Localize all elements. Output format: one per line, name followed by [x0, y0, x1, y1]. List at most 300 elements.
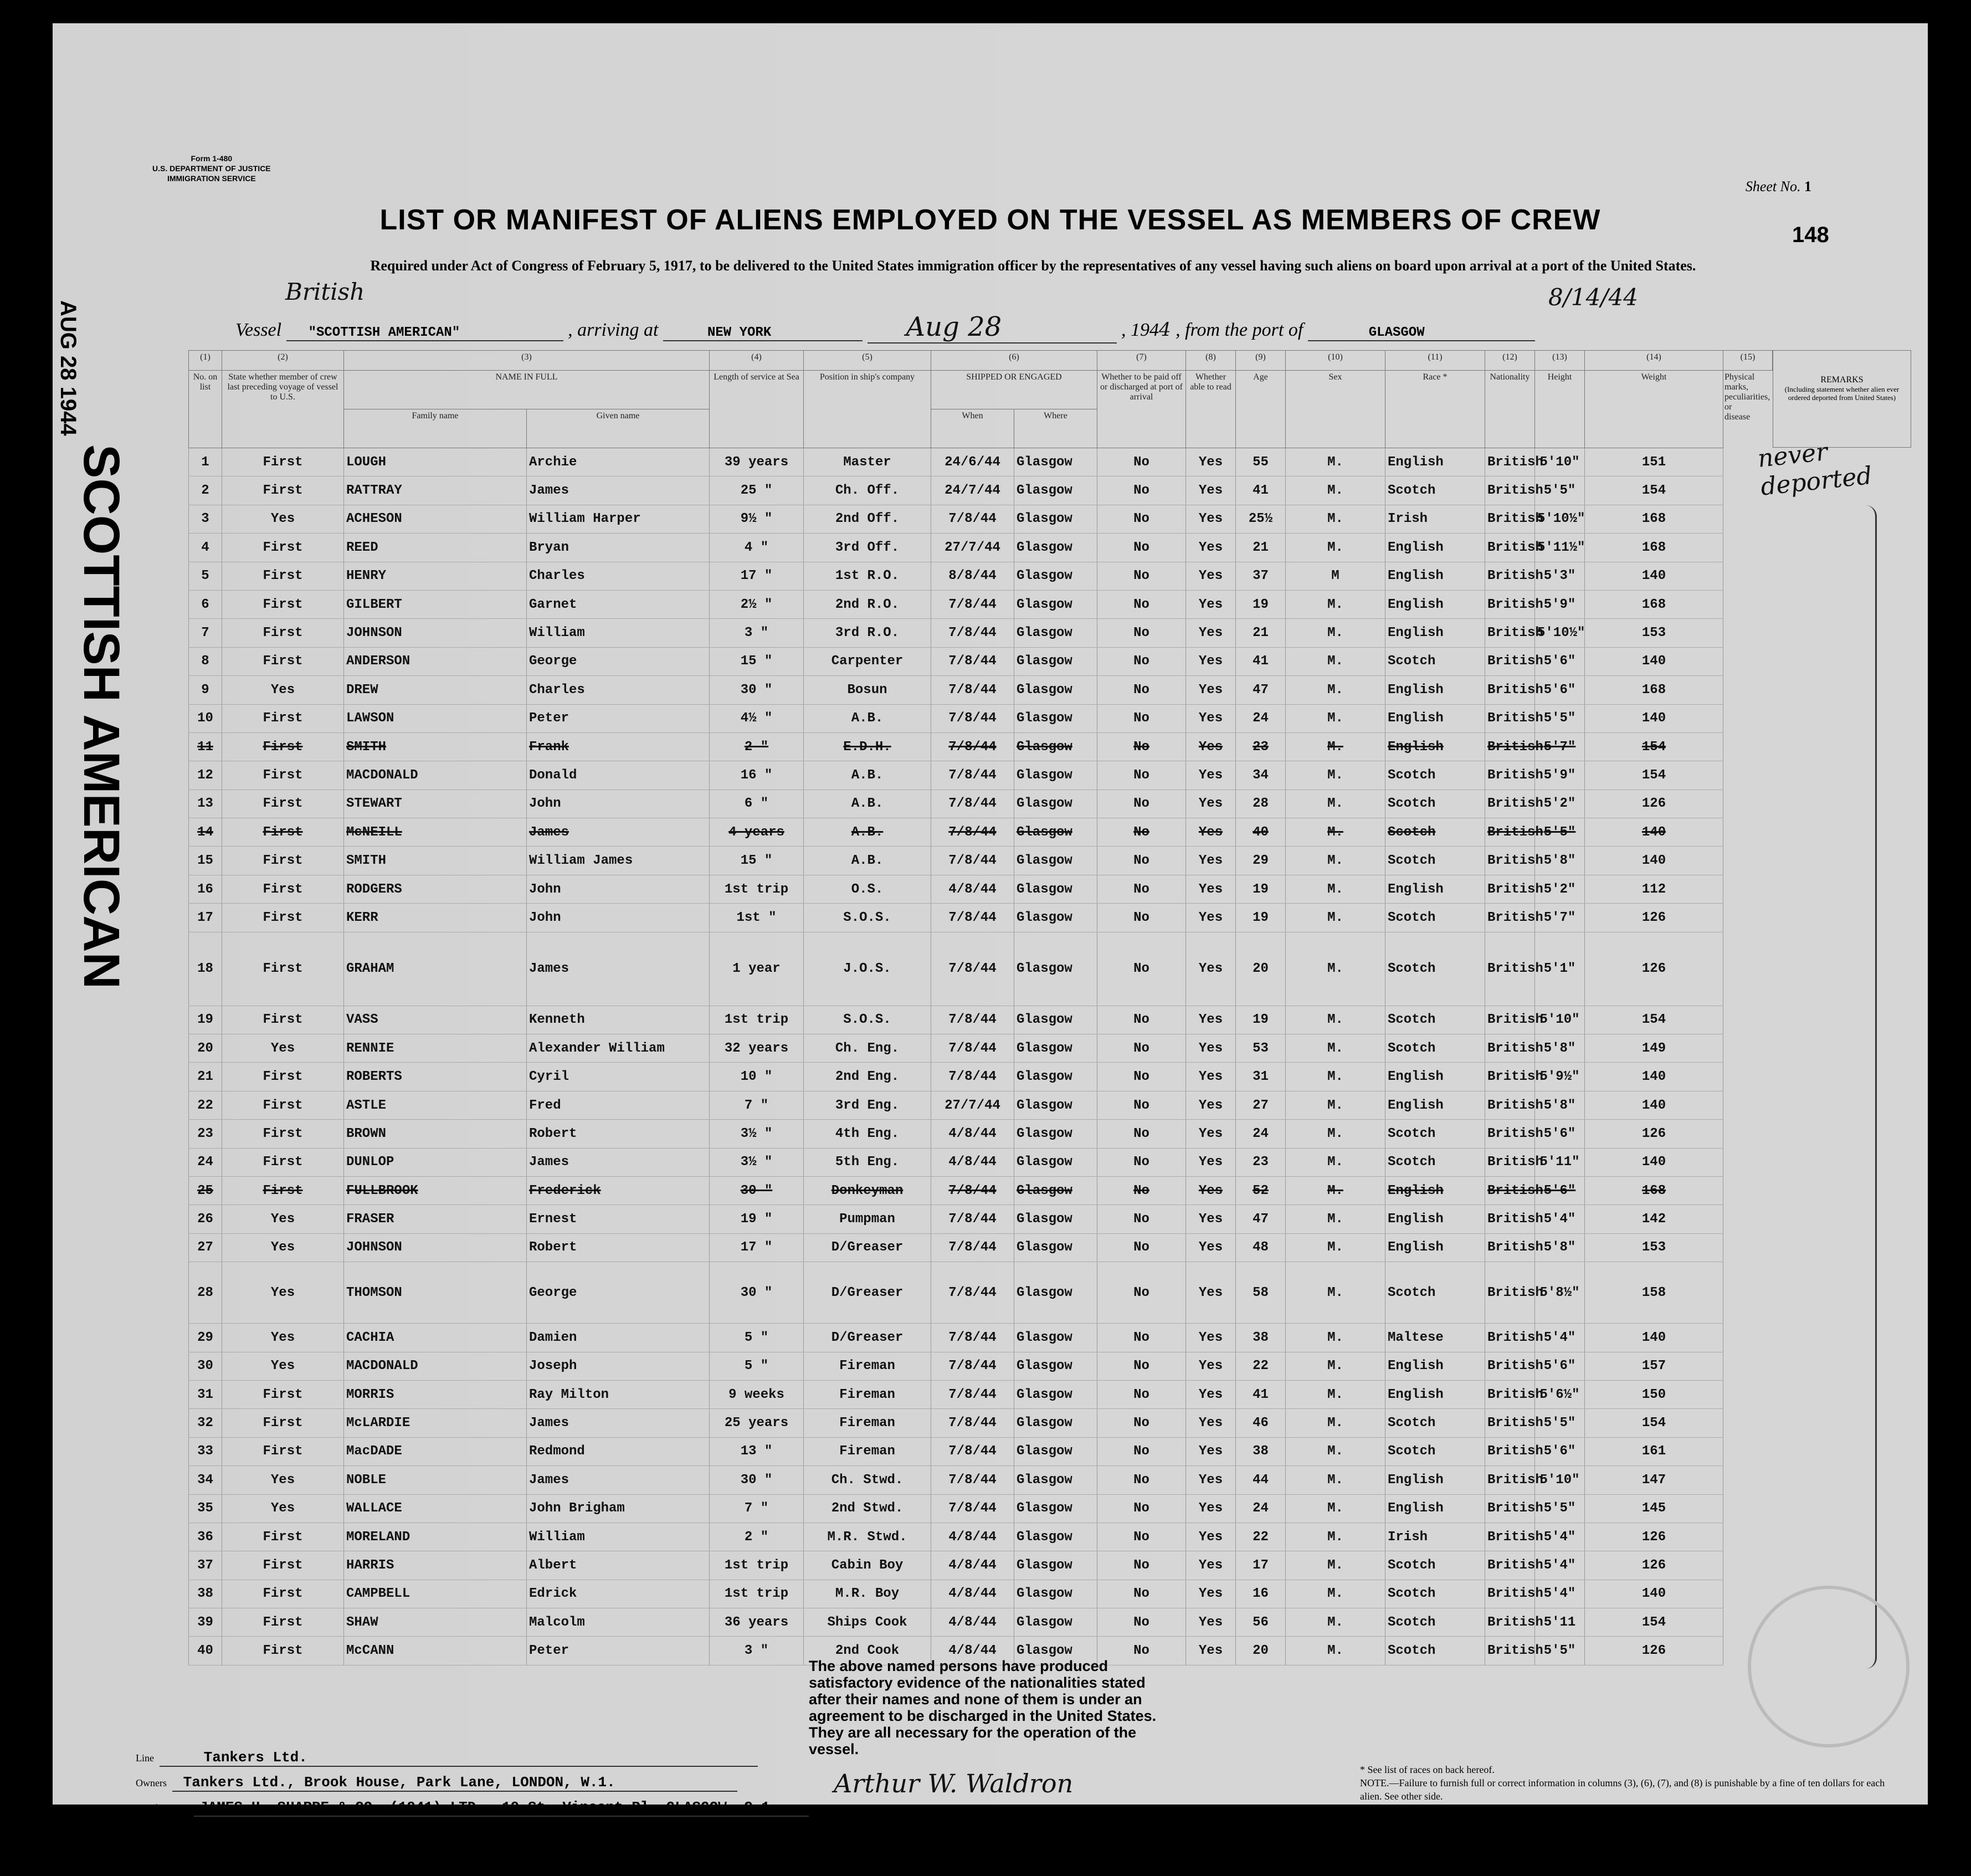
crew-race-cell: Scotch [1385, 932, 1485, 1006]
crew-row [189, 448, 1773, 476]
crew-race-cell: English [1385, 1380, 1485, 1408]
crew-given-cell: Edrick [527, 1580, 710, 1608]
crew-service-cell: 2½ " [710, 590, 804, 618]
crew-family-cell: ANDERSON [344, 647, 527, 675]
page-stamp-number: 148 [1792, 223, 1829, 247]
crew-nationality-cell: British [1485, 1580, 1535, 1608]
crew-when-cell: 7/8/44 [931, 1352, 1014, 1380]
crew-service-cell: 1st trip [710, 875, 804, 903]
crew-paid-cell: No [1097, 1262, 1186, 1324]
crew-age-cell: 21 [1236, 619, 1286, 647]
crew-race-cell: Scotch [1385, 818, 1485, 847]
crew-when-cell: 7/8/44 [931, 647, 1014, 675]
crew-when-cell: 4/8/44 [931, 1637, 1014, 1665]
crew-height-cell: 5'5" [1535, 1637, 1585, 1665]
crew-read-cell: Yes [1186, 1608, 1236, 1637]
crew-weight-cell: 126 [1585, 1637, 1723, 1665]
crew-service-cell: 5 " [710, 1352, 804, 1380]
crew-when-cell: 7/8/44 [931, 1380, 1014, 1408]
crew-where-cell: Glasgow [1014, 1120, 1097, 1148]
crew-given-cell: Redmond [527, 1437, 710, 1465]
arriving-port: NEW YORK [663, 325, 863, 341]
crew-given-cell: Charles [527, 562, 710, 590]
crew-paid-cell: No [1097, 1551, 1186, 1580]
crew-sex-cell: M. [1286, 676, 1385, 704]
crew-family-cell: JOHNSON [344, 619, 527, 647]
crew-race-cell: Irish [1385, 505, 1485, 533]
crew-family-cell: REED [344, 534, 527, 562]
crew-where-cell: Glasgow [1014, 1205, 1097, 1233]
crew-prev-cell: Yes [222, 1352, 344, 1380]
crew-race-cell: Scotch [1385, 790, 1485, 818]
crew-race-cell: Scotch [1385, 1580, 1485, 1608]
crew-prev-cell: Yes [222, 1205, 344, 1233]
crew-where-cell: Glasgow [1014, 1637, 1097, 1665]
page-subtitle: Required under Act of Congress of February 5, 1917, to be delivered to the United States immigration officer by the representatives of any vessel having such aliens on board upon arrival at a port of the United States. [370, 258, 1696, 274]
crew-service-cell: 17 " [710, 562, 804, 590]
crew-given-cell: James [527, 1148, 710, 1176]
crew-no-cell: 37 [189, 1551, 222, 1580]
crew-sex-cell: M. [1286, 1551, 1385, 1580]
crew-sex-cell: M. [1286, 619, 1385, 647]
crew-when-cell: 4/8/44 [931, 1120, 1014, 1148]
manifest-sheet [53, 23, 1928, 1826]
crew-weight-cell: 140 [1585, 704, 1723, 732]
crew-no-cell: 11 [189, 732, 222, 761]
crew-read-cell: Yes [1186, 932, 1236, 1006]
crew-no-cell: 40 [189, 1637, 222, 1665]
crew-read-cell: Yes [1186, 1551, 1236, 1580]
crew-no-cell: 9 [189, 676, 222, 704]
crew-paid-cell: No [1097, 590, 1186, 618]
crew-position-cell: Ch. Stwd. [804, 1466, 931, 1494]
line-value: Tankers Ltd. [160, 1749, 758, 1767]
crew-where-cell: Glasgow [1014, 818, 1097, 847]
crew-read-cell: Yes [1186, 1352, 1236, 1380]
crew-nationality-cell: British [1485, 761, 1535, 790]
crew-prev-cell: First [222, 1409, 344, 1437]
crew-position-cell: M.R. Boy [804, 1580, 931, 1608]
crew-height-cell: 5'9½" [1535, 1063, 1585, 1091]
crew-height-cell: 5'10½" [1535, 505, 1585, 533]
crew-row [189, 761, 1773, 790]
col-num-8: (8) [1186, 351, 1236, 371]
crew-when-cell: 7/8/44 [931, 932, 1014, 1006]
crew-sex-cell: M. [1286, 1176, 1385, 1204]
crew-paid-cell: No [1097, 932, 1186, 1006]
crew-age-cell: 19 [1236, 590, 1286, 618]
crew-race-cell: Scotch [1385, 476, 1485, 505]
crew-where-cell: Glasgow [1014, 1324, 1097, 1352]
crew-family-cell: ASTLE [344, 1091, 527, 1119]
crew-sex-cell: M. [1286, 847, 1385, 875]
crew-when-cell: 7/8/44 [931, 704, 1014, 732]
footer-line [136, 1749, 758, 1767]
crew-prev-cell: Yes [222, 1262, 344, 1324]
crew-family-cell: JOHNSON [344, 1233, 527, 1262]
crew-family-cell: MORRIS [344, 1380, 527, 1408]
crew-where-cell: Glasgow [1014, 847, 1097, 875]
crew-no-cell: 8 [189, 647, 222, 675]
crew-position-cell: 2nd Eng. [804, 1063, 931, 1091]
footer-agents [136, 1799, 809, 1817]
crew-height-cell: 5'8" [1535, 847, 1585, 875]
crew-nationality-cell: British [1485, 1437, 1535, 1465]
col-num-11: (11) [1385, 351, 1485, 371]
header-where: Where [1014, 409, 1097, 448]
crew-nationality-cell: British [1485, 1006, 1535, 1034]
crew-given-cell: Frederick [527, 1176, 710, 1204]
crew-weight-cell: 140 [1585, 1063, 1723, 1091]
crew-no-cell: 38 [189, 1580, 222, 1608]
owners-value: Tankers Ltd., Brook House, Park Lane, LONDON, W.1. [172, 1774, 737, 1792]
crew-read-cell: Yes [1186, 1494, 1236, 1523]
crew-weight-cell: 168 [1585, 676, 1723, 704]
crew-family-cell: STEWART [344, 790, 527, 818]
crew-given-cell: William [527, 619, 710, 647]
crew-paid-cell: No [1097, 1409, 1186, 1437]
crew-read-cell: Yes [1186, 1580, 1236, 1608]
crew-sex-cell: M [1286, 562, 1385, 590]
crew-age-cell: 19 [1236, 904, 1286, 932]
arriving-label: , arriving at [568, 320, 659, 340]
crew-prev-cell: First [222, 904, 344, 932]
crew-nationality-cell: British [1485, 1205, 1535, 1233]
crew-race-cell: Scotch [1385, 1148, 1485, 1176]
crew-paid-cell: No [1097, 1324, 1186, 1352]
col-num-10: (10) [1286, 351, 1385, 371]
crew-age-cell: 23 [1236, 1148, 1286, 1176]
crew-height-cell: 5'10" [1535, 448, 1585, 476]
crew-given-cell: Cyril [527, 1063, 710, 1091]
crew-no-cell: 3 [189, 505, 222, 533]
col-num-5: (5) [804, 351, 931, 371]
crew-no-cell: 19 [189, 1006, 222, 1034]
crew-height-cell: 5'8" [1535, 1034, 1585, 1063]
crew-prev-cell: First [222, 619, 344, 647]
crew-paid-cell: No [1097, 1176, 1186, 1204]
crew-race-cell: English [1385, 704, 1485, 732]
crew-sex-cell: M. [1286, 476, 1385, 505]
crew-sex-cell: M. [1286, 904, 1385, 932]
crew-race-cell: Scotch [1385, 1006, 1485, 1034]
crew-given-cell: Robert [527, 1120, 710, 1148]
crew-sex-cell: M. [1286, 1233, 1385, 1262]
crew-where-cell: Glasgow [1014, 1091, 1097, 1119]
crew-row [189, 1063, 1773, 1091]
crew-paid-cell: No [1097, 1091, 1186, 1119]
footer-owners [136, 1774, 737, 1792]
crew-nationality-cell: British [1485, 1176, 1535, 1204]
crew-race-cell: Scotch [1385, 1262, 1485, 1324]
crew-weight-cell: 151 [1585, 448, 1723, 476]
crew-given-cell: John Brigham [527, 1494, 710, 1523]
header-weight: Weight [1585, 371, 1723, 448]
crew-age-cell: 34 [1236, 761, 1286, 790]
crew-nationality-cell: British [1485, 476, 1535, 505]
race-footnote: * See list of races on back hereof. [1360, 1764, 1495, 1775]
crew-service-cell: 17 " [710, 1233, 804, 1262]
crew-where-cell: Glasgow [1014, 505, 1097, 533]
crew-race-cell: English [1385, 676, 1485, 704]
crew-height-cell: 5'6" [1535, 1176, 1585, 1204]
crew-service-cell: 1st trip [710, 1580, 804, 1608]
crew-service-cell: 10 " [710, 1063, 804, 1091]
crew-age-cell: 52 [1236, 1176, 1286, 1204]
crew-nationality-cell: British [1485, 818, 1535, 847]
crew-paid-cell: No [1097, 1352, 1186, 1380]
crew-race-cell: Scotch [1385, 1637, 1485, 1665]
crew-service-cell: 4 years [710, 818, 804, 847]
crew-service-cell: 2 " [710, 732, 804, 761]
crew-read-cell: Yes [1186, 476, 1236, 505]
crew-read-cell: Yes [1186, 647, 1236, 675]
crew-sex-cell: M. [1286, 1006, 1385, 1034]
crew-nationality-cell: British [1485, 904, 1535, 932]
crew-position-cell: 3rd R.O. [804, 619, 931, 647]
crew-position-cell: A.B. [804, 847, 931, 875]
remarks-bracket [1864, 505, 1877, 1669]
crew-row [189, 1324, 1773, 1352]
vessel-name-stamp: SCOTTISH AMERICAN [73, 444, 130, 990]
crew-read-cell: Yes [1186, 875, 1236, 903]
crew-family-cell: SMITH [344, 847, 527, 875]
crew-where-cell: Glasgow [1014, 1409, 1097, 1437]
crew-sex-cell: M. [1286, 1494, 1385, 1523]
crew-no-cell: 1 [189, 448, 222, 476]
crew-nationality-cell: British [1485, 1034, 1535, 1063]
crew-given-cell: William [527, 1523, 710, 1551]
crew-age-cell: 20 [1236, 932, 1286, 1006]
crew-weight-cell: 157 [1585, 1352, 1723, 1380]
crew-service-cell: 6 " [710, 790, 804, 818]
crew-family-cell: RENNIE [344, 1034, 527, 1063]
crew-when-cell: 7/8/44 [931, 732, 1014, 761]
crew-weight-cell: 112 [1585, 875, 1723, 903]
crew-weight-cell: 142 [1585, 1205, 1723, 1233]
header-height: Height [1535, 371, 1585, 448]
crew-nationality-cell: British [1485, 1120, 1535, 1148]
header-race: Race * [1385, 371, 1485, 448]
crew-height-cell: 5'6" [1535, 1437, 1585, 1465]
crew-row [189, 676, 1773, 704]
crew-given-cell: Archie [527, 448, 710, 476]
crew-paid-cell: No [1097, 505, 1186, 533]
crew-family-cell: KERR [344, 904, 527, 932]
crew-prev-cell: Yes [222, 1494, 344, 1523]
header-previous-voyage: State whether member of crew last preceding voyage of vessel to U.S. [222, 371, 344, 448]
crew-family-cell: CACHIA [344, 1324, 527, 1352]
crew-position-cell: 3rd Eng. [804, 1091, 931, 1119]
owners-label: Owners [136, 1777, 167, 1788]
crew-given-cell: Damien [527, 1324, 710, 1352]
crew-age-cell: 58 [1236, 1262, 1286, 1324]
crew-position-cell: A.B. [804, 704, 931, 732]
crew-sex-cell: M. [1286, 1091, 1385, 1119]
crew-race-cell: English [1385, 1233, 1485, 1262]
crew-race-cell: English [1385, 534, 1485, 562]
crew-when-cell: 7/8/44 [931, 1262, 1014, 1324]
crew-position-cell: 2nd Stwd. [804, 1494, 931, 1523]
crew-family-cell: SHAW [344, 1608, 527, 1637]
crew-sex-cell: M. [1286, 1148, 1385, 1176]
crew-read-cell: Yes [1186, 1205, 1236, 1233]
crew-family-cell: ROBERTS [344, 1063, 527, 1091]
crew-race-cell: Scotch [1385, 761, 1485, 790]
crew-sex-cell: M. [1286, 875, 1385, 903]
crew-nationality-cell: British [1485, 1380, 1535, 1408]
crew-given-cell: Charles [527, 676, 710, 704]
crew-when-cell: 7/8/44 [931, 1233, 1014, 1262]
crew-family-cell: ACHESON [344, 505, 527, 533]
crew-no-cell: 25 [189, 1176, 222, 1204]
crew-weight-cell: 145 [1585, 1494, 1723, 1523]
crew-row [189, 1551, 1773, 1580]
crew-sex-cell: M. [1286, 1409, 1385, 1437]
crew-height-cell: 5'5" [1535, 704, 1585, 732]
crew-prev-cell: First [222, 534, 344, 562]
crew-family-cell: HENRY [344, 562, 527, 590]
crew-service-cell: 16 " [710, 761, 804, 790]
crew-age-cell: 19 [1236, 1006, 1286, 1034]
crew-position-cell: Bosun [804, 676, 931, 704]
departure-date-note: 8/14/44 [1548, 284, 1638, 311]
vessel-label: Vessel [235, 320, 282, 340]
crew-read-cell: Yes [1186, 1466, 1236, 1494]
crew-paid-cell: No [1097, 1205, 1186, 1233]
crew-weight-cell: 154 [1585, 1006, 1723, 1034]
crew-read-cell: Yes [1186, 818, 1236, 847]
crew-where-cell: Glasgow [1014, 932, 1097, 1006]
page-title: LIST OR MANIFEST OF ALIENS EMPLOYED ON THE VESSEL AS MEMBERS OF CREW [379, 204, 1601, 236]
crew-nationality-cell: British [1485, 1494, 1535, 1523]
crew-age-cell: 19 [1236, 875, 1286, 903]
crew-service-cell: 2 " [710, 1523, 804, 1551]
crew-family-cell: MacDADE [344, 1437, 527, 1465]
crew-height-cell: 5'8½" [1535, 1262, 1585, 1324]
crew-read-cell: Yes [1186, 1324, 1236, 1352]
crew-read-cell: Yes [1186, 1637, 1236, 1665]
crew-read-cell: Yes [1186, 562, 1236, 590]
crew-race-cell: Scotch [1385, 904, 1485, 932]
crew-height-cell: 5'9" [1535, 761, 1585, 790]
crew-row [189, 1409, 1773, 1437]
crew-weight-cell: 126 [1585, 1551, 1723, 1580]
crew-nationality-cell: British [1485, 1352, 1535, 1380]
crew-where-cell: Glasgow [1014, 1466, 1097, 1494]
crew-race-cell: English [1385, 562, 1485, 590]
crew-row [189, 1120, 1773, 1148]
crew-nationality-cell: British [1485, 590, 1535, 618]
crew-weight-cell: 153 [1585, 619, 1723, 647]
crew-weight-cell: 140 [1585, 847, 1723, 875]
crew-age-cell: 22 [1236, 1523, 1286, 1551]
crew-manifest-table: (1) (2) (3) (4) (5) (6) (7) (8) (9) (10) (11) (12) (13) (14) (15) No. on list State whether member of crew last preceding voyage of vessel to U.S. NAME IN FULL Length of service at Sea Position in ship's company SHIPPED OR ENGAGED Whether to be paid off or discharged at port of arrival Whether able to read Age Sex Race * Nationality Height Weight Physical marks, peculiarities, or disease Family name Given name When Where 1 First LOUGH Archie 39 years Master 24/6/44 Glasgow No Yes 55 M. English British 5'10" 151 2 First RATTRAY James 25 " Ch. Off. 24/7/44 Glasgow No Yes 41 M. Scotch British 5'5" 154 3 Yes ACHESON William Harper 9½ " 2nd Off. 7/8/44 Glasgow No Yes 25½ M. Irish British 5'10½" 168 4 First REED Bryan 4 " 3rd Off. 27/7/44 Glasgow No Yes 21 M. English British 5'11½" 168 5 First HENRY Charles 17 " 1st R.O. 8/8/44 Glasgow No Yes 37 M English British 5'3" 140 6 First GILBERT Garnet 2½ " 2nd R.O. 7/8/44 Glasgow No Yes 19 M. English British 5'9" 168 7 First JOHNSON William 3 " 3rd R.O. 7/8/44 Glasgow No Yes 21 M. English British 5'10½" 153 8 First ANDERSON George 15 " Carpenter 7/8/44 Glasgow No Yes 41 M. Scotch British 5'6" 140 9 Yes DREW Charles 30 " Bosun 7/8/44 Glasgow No Yes 47 M. English British 5'6" 168 10 First LAWSON Peter 4½ " A.B. 7/8/44 Glasgow No Yes 24 M. English British 5'5" 140 11 First SMITH Frank 2 " E.D.H. 7/8/44 Glasgow No Yes 23 M. English British 5'7" 154 12 First MACDONALD Donald 16 " A.B. 7/8/44 Glasgow No Yes 34 M. Scotch British 5'9" 154 13 First STEWART John 6 " A.B. 7/8/44 Glasgow No Yes 28 M. Scotch British 5'2" 126 14 First McNEILL James 4 years A.B. 7/8/44 Glasgow No Yes 40 M. Scotch British 5'5" 140 15 First SMITH William James 15 " A.B. 7/8/44 Glasgow No Yes 29 M. Scotch British 5'8" 140 16 First RODGERS John 1st trip O.S. 4/8/44 Glasgow No Yes 19 M. English British 5'2" 112 17 First KERR John 1st " S.O.S. 7/8/44 Glasgow No Yes 19 M. Scotch British 5'7" 126 18 First GRAHAM James 1 year J.O.S. 7/8/44 Glasgow No Yes 20 M. Scotch British 5'1" 126 19 First VASS Kenneth 1st trip S.O.S. 7/8/44 Glasgow No Yes 19 M. Scotch British 5'10" 154 20 Yes RENNIE Alexander William 32 years Ch. Eng. 7/8/44 Glasgow No Yes 53 M. Scotch British 5'8" 149 21 First ROBERTS Cyril 10 " 2nd Eng. 7/8/44 Glasgow No Yes 31 M. English British 5'9½" 140 22 First ASTLE Fred 7 " 3rd Eng. 27/7/44 Glasgow No Yes 27 M. English British 5'8" 140 23 First BROWN Robert 3½ " 4th Eng. 4/8/44 Glasgow No Yes 24 M. Scotch British 5'6" 126 24 First DUNLOP James 3½ " 5th Eng. 4/8/44 Glasgow No Yes 23 M. Scotch British 5'11" 140 25 First FULLBROOK Frederick 30 " Donkeyman 7/8/44 Glasgow No Yes 52 M. English British 5'6" 168 26 Yes FRASER Ernest 19 " Pumpman 7/8/44 Glasgow No Yes 47 M. English British 5'4" 142 27 Yes JOHNSON Robert 17 " D/Greaser 7/8/44 Glasgow No Yes 48 M. English British 5'8" 153 28 Yes THOMSON George 30 " D/Greaser 7/8/44 Glasgow No Yes 58 M. Scotch British 5'8½" 158 29 Yes CACHIA Damien 5 " D/Greaser 7/8/44 Glasgow No Yes 38 M. Maltese British 5'4" 140 30 Yes MACDONALD Joseph 5 " Fireman 7/8/44 Glasgow No Yes 22 M. English British 5'6" 157 31 First MORRIS Ray Milton 9 weeks Fireman 7/8/44 Glasgow No Yes 41 M. English British 5'6½" 150 32 First McLARDIE James 25 years Fireman 7/8/44 Glasgow No Yes 46 M. Scotch British 5'5" 154 33 First MacDADE Redmond 13 " Fireman 7/8/44 Glasgow No Yes 38 M. Scotch British 5'6" 161 34 Yes NOBLE James 30 " Ch. Stwd. 7/8/44 Glasgow No Yes 44 M. English British 5'10" 147 35 Yes WALLACE John Brigham 7 " 2nd Stwd. 7/8/44 Glasgow No Yes 24 M. English British 5'5" 145 36 First MORELAND William 2 " M.R. Stwd. 4/8/44 Glasgow No Yes 22 M. Irish British 5'4" 126 37 First HARRIS Albert 1st trip Cabin Boy 4/8/44 Glasgow No Yes 17 M. Scotch British 5'4" 126 38 First CAMPBELL Edrick 1st trip M.R. Boy 4/8/44 Glasgow No Yes 16 M. Scotch British 5'4" 140 39 First SHAW Malcolm 36 years Ships Cook 4/8/44 Glasgow No Yes 56 M. Scotch British 5'11 154 40 First McCANN Peter 3 " 2nd Cook 4/8/44 Glasgow No Yes 20 M. Scotch British 5'5" 126 [188, 350, 1773, 1665]
crew-family-cell: GRAHAM [344, 932, 527, 1006]
crew-prev-cell: First [222, 1637, 344, 1665]
crew-where-cell: Glasgow [1014, 476, 1097, 505]
crew-when-cell: 8/8/44 [931, 562, 1014, 590]
crew-read-cell: Yes [1186, 904, 1236, 932]
crew-where-cell: Glasgow [1014, 1352, 1097, 1380]
crew-nationality-cell: British [1485, 704, 1535, 732]
vessel-name: "SCOTTISH AMERICAN" [286, 325, 563, 341]
crew-when-cell: 4/8/44 [931, 1523, 1014, 1551]
crew-when-cell: 4/8/44 [931, 1551, 1014, 1580]
crew-where-cell: Glasgow [1014, 704, 1097, 732]
crew-paid-cell: No [1097, 704, 1186, 732]
crew-service-cell: 9½ " [710, 505, 804, 533]
crew-when-cell: 7/8/44 [931, 1205, 1014, 1233]
crew-prev-cell: First [222, 1120, 344, 1148]
crew-position-cell: Ch. Off. [804, 476, 931, 505]
crew-paid-cell: No [1097, 1380, 1186, 1408]
crew-no-cell: 34 [189, 1466, 222, 1494]
crew-row [189, 1262, 1773, 1324]
crew-weight-cell: 154 [1585, 732, 1723, 761]
crew-height-cell: 5'5" [1535, 1494, 1585, 1523]
crew-no-cell: 39 [189, 1608, 222, 1637]
header-length-of-service: Length of service at Sea [710, 371, 804, 448]
crew-age-cell: 47 [1236, 676, 1286, 704]
arrival-date-stamp: AUG 28 1944 [56, 300, 80, 436]
crew-prev-cell: First [222, 1608, 344, 1637]
crew-row [189, 1523, 1773, 1551]
crew-age-cell: 23 [1236, 732, 1286, 761]
crew-paid-cell: No [1097, 1148, 1186, 1176]
crew-sex-cell: M. [1286, 448, 1385, 476]
crew-read-cell: Yes [1186, 1409, 1236, 1437]
crew-age-cell: 46 [1236, 1409, 1286, 1437]
crew-read-cell: Yes [1186, 676, 1236, 704]
crew-service-cell: 15 " [710, 847, 804, 875]
crew-paid-cell: No [1097, 1466, 1186, 1494]
crew-given-cell: Peter [527, 704, 710, 732]
crew-given-cell: Ernest [527, 1205, 710, 1233]
crew-race-cell: English [1385, 732, 1485, 761]
crew-weight-cell: 161 [1585, 1437, 1723, 1465]
crew-weight-cell: 153 [1585, 1233, 1723, 1262]
col-num-3: (3) [344, 351, 710, 371]
crew-position-cell: S.O.S. [804, 1006, 931, 1034]
crew-no-cell: 6 [189, 590, 222, 618]
crew-when-cell: 7/8/44 [931, 790, 1014, 818]
crew-given-cell: John [527, 904, 710, 932]
crew-service-cell: 30 " [710, 1176, 804, 1204]
crew-age-cell: 17 [1236, 1551, 1286, 1580]
col-num-14: (14) [1585, 351, 1723, 371]
crew-height-cell: 5'2" [1535, 875, 1585, 903]
crew-position-cell: 2nd Cook [804, 1637, 931, 1665]
crew-read-cell: Yes [1186, 505, 1236, 533]
crew-where-cell: Glasgow [1014, 790, 1097, 818]
crew-prev-cell: First [222, 1551, 344, 1580]
crew-no-cell: 29 [189, 1324, 222, 1352]
crew-weight-cell: 126 [1585, 1523, 1723, 1551]
crew-row [189, 875, 1773, 903]
header-nationality: Nationality [1485, 371, 1535, 448]
crew-race-cell: Maltese [1385, 1324, 1485, 1352]
crew-given-cell: Garnet [527, 590, 710, 618]
crew-race-cell: English [1385, 1176, 1485, 1204]
crew-where-cell: Glasgow [1014, 1523, 1097, 1551]
crew-family-cell: DUNLOP [344, 1148, 527, 1176]
crew-row [189, 1380, 1773, 1408]
crew-where-cell: Glasgow [1014, 619, 1097, 647]
crew-prev-cell: Yes [222, 505, 344, 533]
crew-age-cell: 27 [1236, 1091, 1286, 1119]
crew-family-cell: FRASER [344, 1205, 527, 1233]
